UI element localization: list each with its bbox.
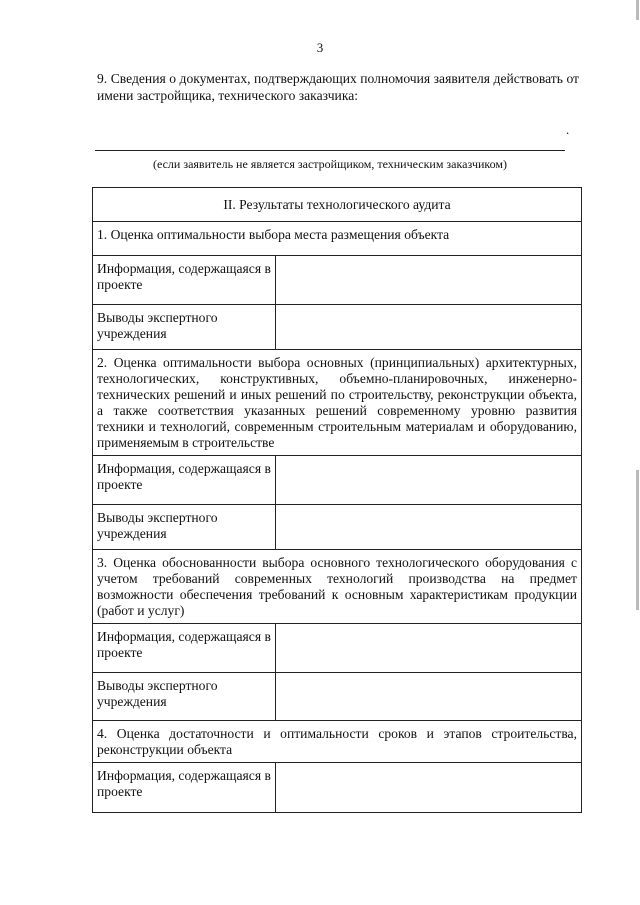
section-3-conclusions-value[interactable] <box>276 673 582 721</box>
info-label: Информация, содержащаяся в проекте <box>97 629 271 660</box>
trailing-mark: . <box>566 122 570 137</box>
info-label-cell <box>93 256 276 305</box>
section-1-conclusions-value[interactable] <box>276 305 582 350</box>
info-label-cell <box>93 456 276 505</box>
info-label: Информация, содержащаяся в проекте <box>97 768 271 799</box>
table-heading-text: II. Результаты технологического аудита <box>223 196 451 212</box>
section-4-title: 4. Оценка достаточности и оптимальности сроков и этапов строительства, реконструкции объекта <box>97 726 577 757</box>
scan-mark <box>636 470 639 610</box>
fill-in-note: (если заявитель не является застройщиком, техническим заказчиком) <box>152 157 508 171</box>
conclusions-label: Выводы экспертного учреждения <box>97 678 218 709</box>
scan-mark <box>636 0 639 20</box>
section-title-row <box>93 550 582 624</box>
conclusions-label-cell <box>93 673 276 721</box>
conclusions-label-cell <box>93 305 276 350</box>
conclusions-label: Выводы экспертного учреждения <box>97 310 218 341</box>
section-title-row <box>93 721 582 763</box>
section-4-info-value[interactable] <box>276 763 582 813</box>
section-2-conclusions-value[interactable] <box>276 505 582 550</box>
section-3-title: 3. Оценка обоснованности выбора основного технологического оборудования с учетом требований современных технологий производства на предмет возможности обеспечения требований к основным характеристикам продукции (работ и услуг) <box>97 555 577 618</box>
section-3-info-value[interactable] <box>276 624 582 673</box>
page-number: 3 <box>316 40 324 55</box>
conclusions-label-cell <box>93 505 276 550</box>
info-label-cell <box>93 763 276 813</box>
info-label-cell <box>93 624 276 673</box>
section-title-row <box>93 222 582 256</box>
table-heading <box>93 188 582 222</box>
section-1-info-value[interactable] <box>276 256 582 305</box>
section-title-row <box>93 350 582 456</box>
section-9-text: 9. Сведения о документах, подтверждающих полномочия заявителя действовать от имени застройщика, технического заказчика: <box>97 71 579 103</box>
conclusions-label: Выводы экспертного учреждения <box>97 510 218 541</box>
fill-in-line <box>95 150 565 151</box>
info-label: Информация, содержащаяся в проекте <box>97 261 271 292</box>
section-2-title: 2. Оценка оптимальности выбора основных (принципиальных) архитектурных, технологических, конструктивных, объемно-планировочных, инженерно-технических решений и иных решений по строительству, реконструкции объекта, а также соответствия указанных решений современному уровню развития техники и технологий, современным строительным материалам и оборудованию, применяемым в строительстве <box>97 355 577 450</box>
section-1-title: 1. Оценка оптимальности выбора места размещения объекта <box>97 227 450 242</box>
audit-results-table <box>92 187 582 813</box>
scan-edge-marks <box>634 0 640 905</box>
section-2-info-value[interactable] <box>276 456 582 505</box>
info-label: Информация, содержащаяся в проекте <box>97 461 271 492</box>
